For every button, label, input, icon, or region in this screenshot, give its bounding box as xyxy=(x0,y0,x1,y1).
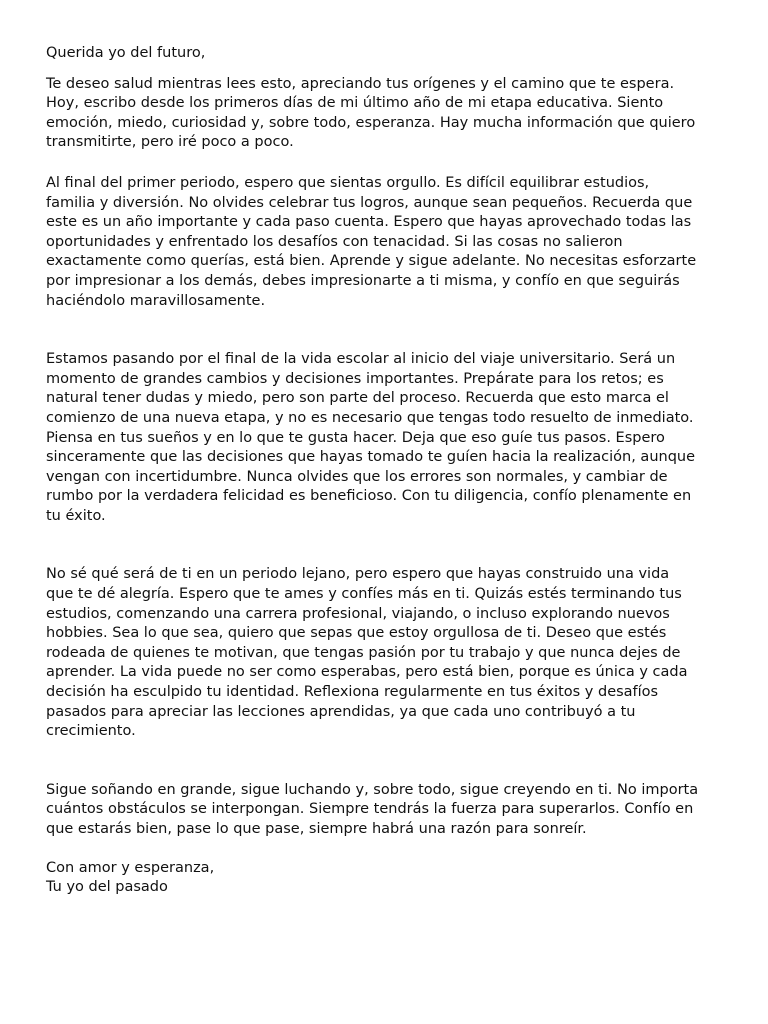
paragraph-line: transmitirte, pero iré poco a poco. xyxy=(46,134,294,151)
paragraph-line: aprender. La vida puede no ser como esperabas, pero está bien, porque es única y cada xyxy=(46,664,688,681)
paragraph-line: cuántos obstáculos se interpongan. Siempre tendrás la fuerza para superarlos. Confío en xyxy=(46,801,694,818)
paragraph-line: vengan con incertidumbre. Nunca olvides que los errores son normales, y cambiar de xyxy=(46,468,668,485)
paragraph-line: crecimiento. xyxy=(46,723,136,740)
paragraph-spacer xyxy=(46,311,728,350)
sign-off xyxy=(46,859,728,898)
paragraph-line: este es un año importante y cada paso cuenta. Espero que hayas aprovechado todas las xyxy=(46,214,692,231)
paragraph-line: No sé qué será de ti en un periodo lejano, pero espero que hayas construido una vida xyxy=(46,566,670,583)
paragraph-line: rodeada de quienes te motivan, que tengas pasión por tu trabajo y que nunca dejes de xyxy=(46,644,681,661)
paragraph-spacer xyxy=(46,526,728,565)
paragraph-line: natural tener dudas y miedo, pero son parte del proceso. Recuerda que esto marca el xyxy=(46,390,669,407)
paragraph-5 xyxy=(46,781,728,840)
paragraph-line: momento de grandes cambios y decisiones importantes. Prepárate para los retos; es xyxy=(46,370,664,387)
paragraph-line: Al final del primer periodo, espero que sientas orgullo. Es difícil equilibrar estudios, xyxy=(46,174,650,191)
paragraph-line: tu éxito. xyxy=(46,507,106,524)
paragraph-line: por impresionar a los demás, debes impresionarte a ti misma, y confío en que seguirás xyxy=(46,272,680,289)
paragraph-line: Estamos pasando por el final de la vida escolar al inicio del viaje universitario. Será un xyxy=(46,351,676,368)
closing-line: Con amor y esperanza, xyxy=(46,859,215,876)
paragraph-line: comienzo de una nueva etapa, y no es necesario que tengas todo resuelto de inmediato. xyxy=(46,409,694,426)
paragraph-line: hobbies. Sea lo que sea, quiero que sepas que estoy orgullosa de ti. Deseo que estés xyxy=(46,625,667,642)
paragraph-line: decisión ha esculpido tu identidad. Reflexiona regularmente en tus éxitos y desafíos xyxy=(46,684,659,701)
signature: Tu yo del pasado xyxy=(46,879,168,896)
paragraph-line: rumbo por la verdadera felicidad es beneficioso. Con tu diligencia, confío plenamente en xyxy=(46,488,692,505)
paragraph-spacer xyxy=(46,742,728,781)
paragraph-line: estudios, comenzando una carrera profesional, viajando, o incluso explorando nuevos xyxy=(46,605,670,622)
paragraph-line: Sigue soñando en grande, sigue luchando y, sobre todo, sigue creyendo en ti. No importa xyxy=(46,781,699,798)
paragraph-4 xyxy=(46,565,728,741)
paragraph-spacer xyxy=(46,153,728,174)
paragraph-line: Piensa en tus sueños y en lo que te gusta hacer. Deja que eso guíe tus pasos. Espero xyxy=(46,429,665,446)
paragraph-line: pasados para apreciar las lecciones aprendidas, ya que cada uno contribuyó a tu xyxy=(46,703,636,720)
paragraph-spacer xyxy=(46,840,728,859)
paragraph-line: sinceramente que las decisiones que hayas tomado te guíen hacia la realización, aunque xyxy=(46,449,696,466)
paragraph-line: Hoy, escribo desde los primeros días de mi último año de mi etapa educativa. Siento xyxy=(46,95,664,112)
paragraph-2 xyxy=(46,174,728,311)
paragraph-line: exactamente como querías, está bien. Aprende y sigue adelante. No necesitas esforzarte xyxy=(46,253,697,270)
paragraph-line: haciéndolo maravillosamente. xyxy=(46,292,266,309)
paragraph-line: que estarás bien, pase lo que pase, siempre habrá una razón para sonreír. xyxy=(46,821,587,837)
paragraph-line: oportunidades y enfrentado los desafíos con tenacidad. Si las cosas no salieron xyxy=(46,233,623,250)
salutation: Querida yo del futuro, xyxy=(46,45,206,61)
paragraph-1 xyxy=(46,75,728,153)
paragraph-line: familia y diversión. No olvides celebrar tus logros, aunque sean pequeños. Recuerda que xyxy=(46,194,693,211)
paragraph-line: que te dé alegría. Espero que te ames y confíes más en ti. Quizás estés terminando tus xyxy=(46,586,682,603)
paragraph-line: emoción, miedo, curiosidad y, sobre todo, esperanza. Hay mucha información que quiero xyxy=(46,114,696,131)
paragraph-line: Te deseo salud mientras lees esto, apreciando tus orígenes y el camino que te espera. xyxy=(46,75,675,92)
paragraph-3 xyxy=(46,350,728,526)
